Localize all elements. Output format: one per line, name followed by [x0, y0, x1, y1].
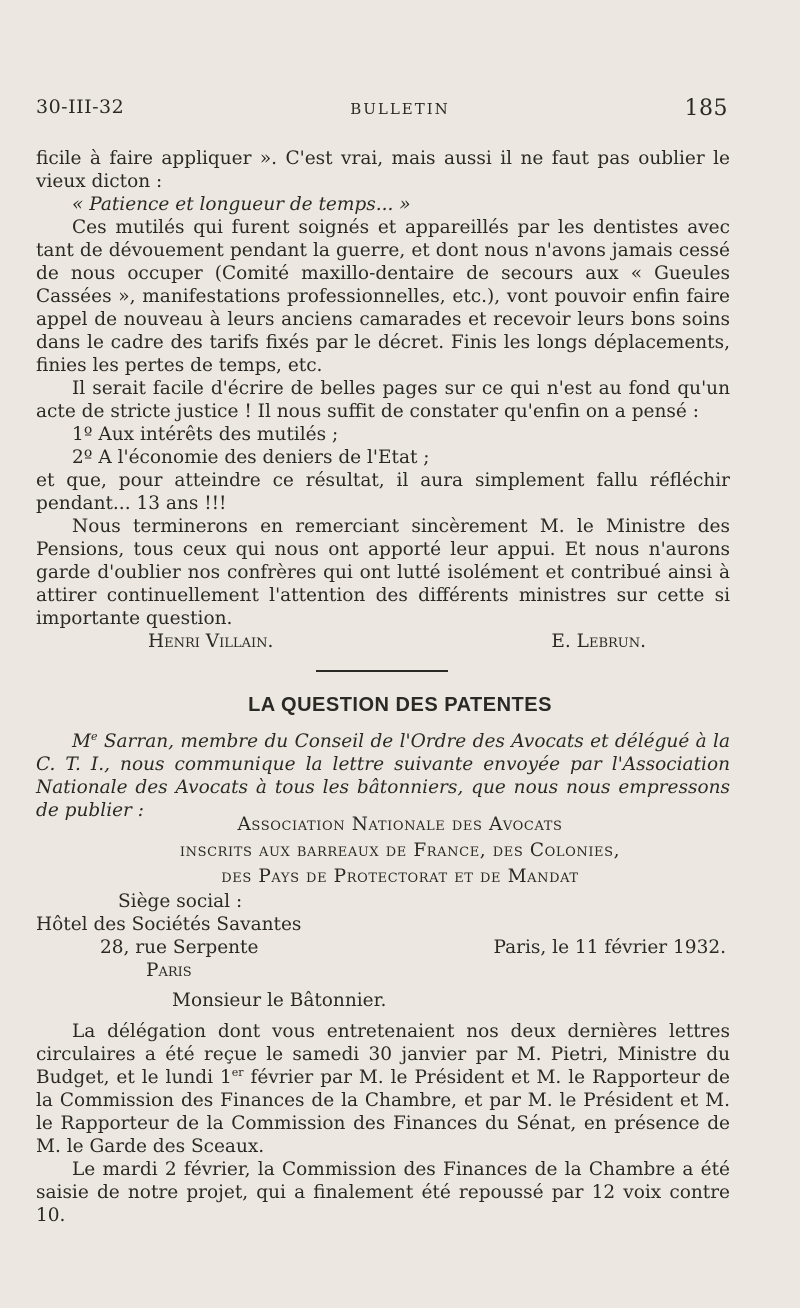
- letter-date: Paris, le 11 février 1932.: [493, 937, 726, 958]
- list-item: 1º Aux intérêts des mutilés ;: [72, 424, 339, 445]
- intro-prefix: M: [72, 731, 91, 752]
- address-line: 28, rue Serpente: [100, 937, 259, 958]
- assoc-line: Association Nationale des Avocats: [237, 814, 563, 835]
- signature-lebrun: E. Lebrun.: [551, 631, 646, 652]
- association-heading: [0, 812, 800, 890]
- paragraph: et que, pour atteindre ce résultat, il aura simplement fallu réfléchir pendant... 13 ans !!!: [36, 470, 730, 514]
- paragraph: [36, 1020, 730, 1158]
- header-date: 30-III-32: [36, 96, 125, 118]
- signature-villain: Henri Villain.: [148, 631, 274, 652]
- address-line: Paris: [146, 960, 192, 981]
- intro-sup: e: [90, 729, 98, 743]
- address-block: [36, 890, 730, 982]
- intro-text: Sarran, membre du Conseil de l'Ordre des Avocats et délégué à la C. T. I., nous communique la lettre suivante envoyée par l'Association Nationale des Avocats à tous les bâtonniers, que nous nous empressons de publier :: [36, 731, 730, 821]
- letter-p1a: La délégation dont vous entretenaient nos deux dernières lettres circulaires a été reçue le samedi 30 janvier par M. Pietri, Ministre du Budget, et le lundi 1: [36, 1021, 730, 1088]
- letter-p1b: février par M. le Président et M. le Rapporteur de la Commission des Finances de la Chambre, et par M. le Président et M. le Rapporteur de la Commission des Finances du Sénat, en présence de M. le Garde des Sceaux.: [36, 1067, 730, 1157]
- signatures: [36, 630, 730, 653]
- letter-p1-sup: er: [231, 1065, 244, 1079]
- page-number: 185: [684, 96, 728, 121]
- address-line: Hôtel des Sociétés Savantes: [36, 914, 302, 935]
- intro-paragraph: [36, 730, 730, 822]
- paragraph: Il serait facile d'écrire de belles pages sur ce qui n'est au fond qu'un acte de stricte justice ! Il nous suffit de constater qu'enfin on a pensé :: [36, 378, 730, 422]
- paragraph: Le mardi 2 février, la Commission des Finances de la Chambre a été saisie de notre projet, qui a finalement été repoussé par 12 voix contre 10.: [36, 1159, 730, 1226]
- paragraph: Nous terminerons en remerciant sincèrement M. le Ministre des Pensions, tous ceux qui nous ont apporté leur appui. Et nous n'aurons garde d'oublier nos confrères qui ont lutté isolément et contribué ainsi à attirer continuellement l'attention des différents ministres sur cette si importante question.: [36, 516, 730, 629]
- header-title: BULLETIN: [350, 100, 450, 118]
- paragraph: Ces mutilés qui furent soignés et appareillés par les dentistes avec tant de dévouement pendant la guerre, et dont nous n'avons jamais cessé de nous occuper (Comité maxillo-dentaire de secours aux « Gueules Cassées », manifestations professionnelles, etc.), vont pouvoir enfin faire appel de nouveau à leurs anciens camarades et recevoir leurs bons soins dans le cadre des tarifs fixés par le décret. Finis les longs déplacements, finies les pertes de temps, etc.: [36, 217, 730, 376]
- section-divider: [316, 670, 448, 672]
- address-line: Siège social :: [118, 891, 243, 912]
- section-title: LA QUESTION DES PATENTES: [248, 694, 552, 716]
- list-item: 2º A l'économie des deniers de l'Etat ;: [72, 447, 430, 468]
- letter-body: [36, 1020, 730, 1227]
- assoc-line: des Pays de Protectorat et de Mandat: [221, 866, 579, 887]
- assoc-line: inscrits aux barreaux de France, des Colonies,: [179, 840, 621, 861]
- article-body: [36, 147, 730, 653]
- quote: « Patience et longueur de temps... »: [72, 194, 411, 215]
- paragraph: ficile à faire appliquer ». C'est vrai, mais aussi il ne faut pas oublier le vieux dicton :: [36, 148, 730, 192]
- salutation: Monsieur le Bâtonnier.: [172, 990, 387, 1011]
